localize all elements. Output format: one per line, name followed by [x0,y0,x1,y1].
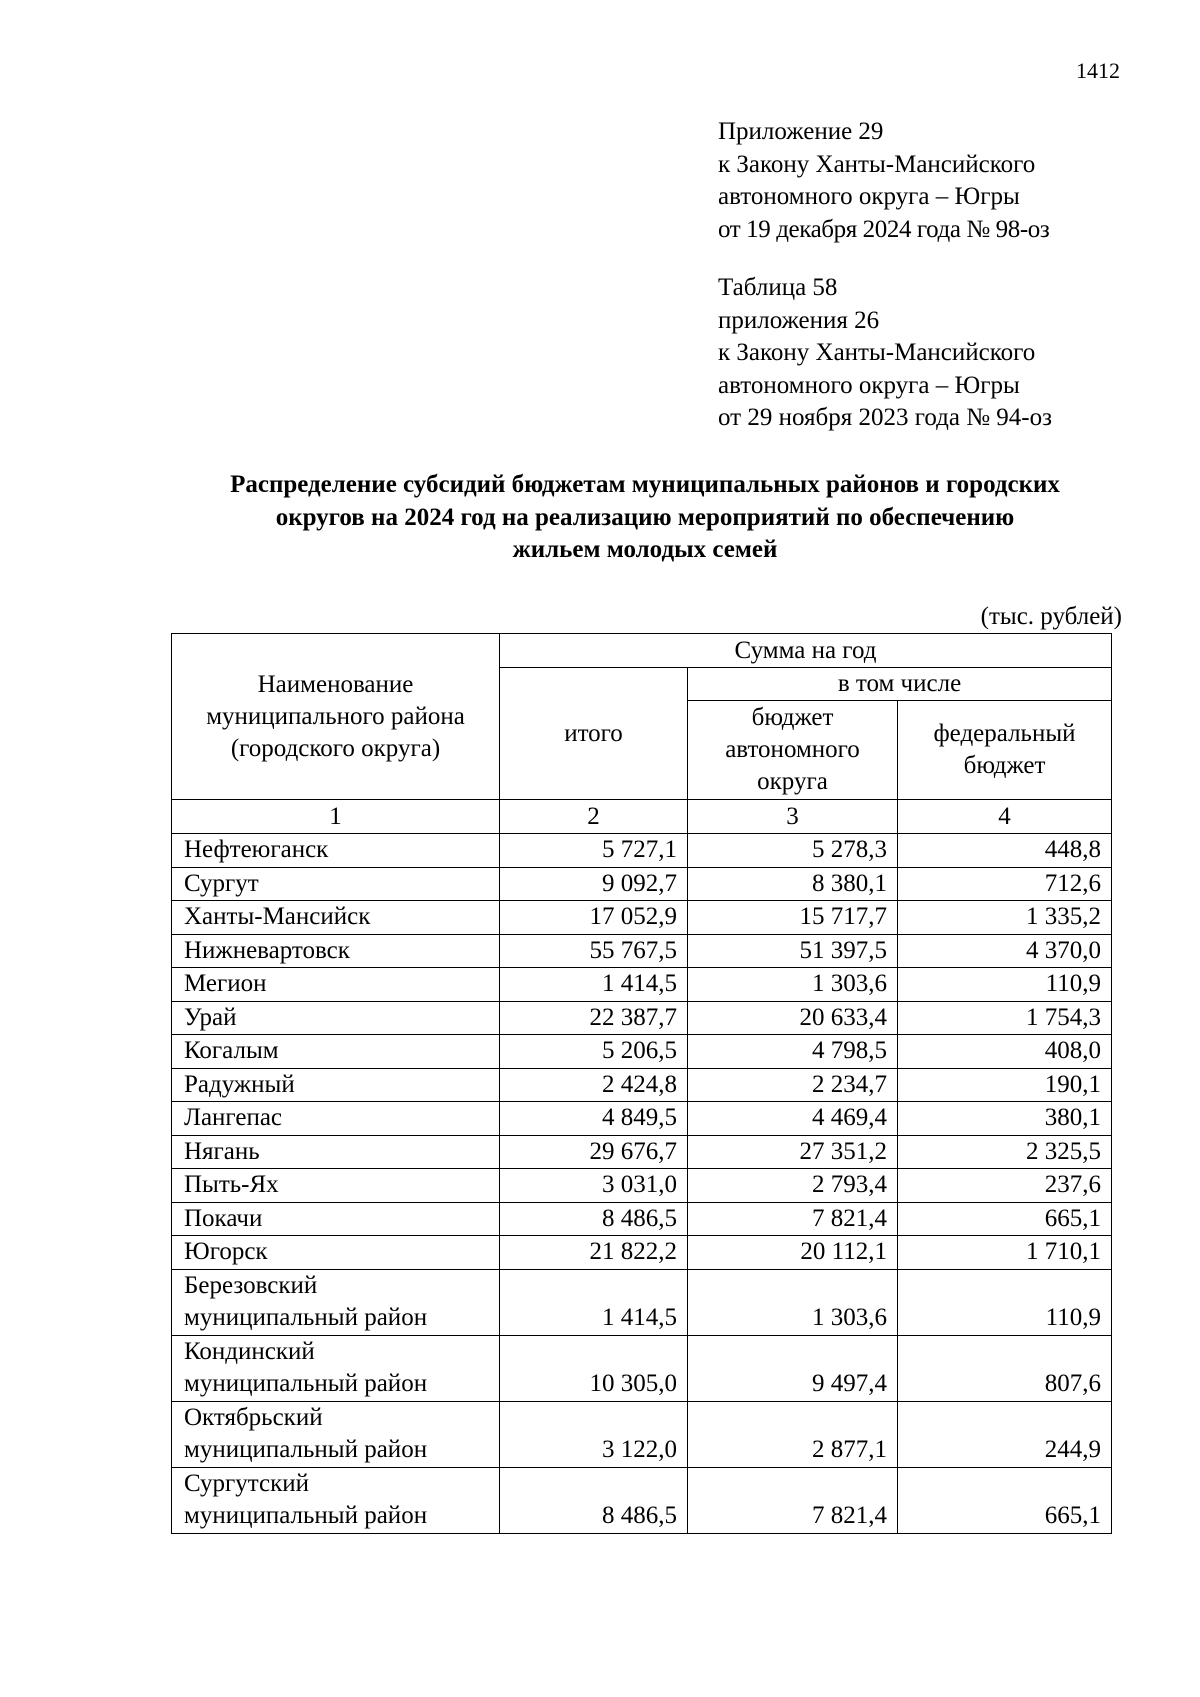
federal-budget-value: 712,6 [898,867,1112,901]
header-sum-per-year: Сумма на год [500,634,1112,668]
appendix-line: автономного округа – Югры [718,183,1020,210]
district-type-line: муниципальный район [184,1304,428,1331]
okrug-budget-value: 51 397,5 [688,934,898,968]
table-ref-line: автономного округа – Югры [718,371,1020,399]
okrug-budget-value: 7 821,4 [688,1202,898,1236]
okrug-budget-value: 20 633,4 [688,1001,898,1035]
okrug-budget-value: 27 351,2 [688,1135,898,1169]
title-line: жильем молодых семей [512,536,778,563]
total-value: 5 206,5 [500,1035,688,1069]
municipality-name: Ханты-Мансийск [172,901,500,935]
document-title [160,469,1130,567]
municipality-name [172,1401,500,1467]
okrug-budget-value: 7 821,4 [688,1467,898,1533]
header-okrug-line: округа [757,768,828,795]
municipality-name [172,1467,500,1533]
federal-budget-value: 1 754,3 [898,1001,1112,1035]
total-value: 4 849,5 [500,1102,688,1136]
municipality-name [172,1335,500,1401]
total-value: 21 822,2 [500,1236,688,1270]
total-value: 8 486,5 [500,1202,688,1236]
header-name-line: Наименование [257,670,414,698]
total-value: 2 424,8 [500,1068,688,1102]
okrug-budget-value: 9 497,4 [688,1335,898,1401]
appendix-reference [718,116,1052,435]
table-row [172,1202,1112,1236]
municipality-name: Покачи [172,1202,500,1236]
title-line: округов на 2024 год на реализацию мероприятий по обеспечению [275,503,1015,531]
district-type-line: муниципальный район [184,1502,428,1529]
table-row [172,934,1112,968]
total-value: 22 387,7 [500,1001,688,1035]
municipality-name: Радужный [172,1068,500,1102]
table-row [172,1335,1112,1401]
municipality-name: Лангепас [172,1102,500,1136]
municipality-name: Югорск [172,1236,500,1270]
okrug-budget-value: 2 793,4 [688,1169,898,1203]
district-name-line: Кондинский [184,1337,315,1365]
municipality-name: Нижневартовск [172,934,500,968]
federal-budget-value: 408,0 [898,1035,1112,1069]
appendix-line: от 19 декабря 2024 года № 98-оз [718,215,1050,243]
municipality-name: Пыть-Ях [172,1169,500,1203]
municipality-name: Урай [172,1001,500,1035]
federal-budget-value: 244,9 [898,1401,1112,1467]
column-number: 4 [898,800,1112,834]
table-row [172,968,1112,1002]
total-value: 29 676,7 [500,1135,688,1169]
federal-budget-value: 665,1 [898,1467,1112,1533]
table-row [172,901,1112,935]
header-name-line: муниципального района [206,702,465,730]
municipality-name [172,1269,500,1335]
table-row [172,1269,1112,1335]
district-name-line: Октябрьский [184,1403,323,1431]
okrug-budget-value: 15 717,7 [688,901,898,935]
header-federal-budget [898,701,1112,800]
federal-budget-value: 448,8 [898,834,1112,868]
district-type-line: муниципальный район [184,1370,428,1397]
header-federal-line: федеральный [933,720,1076,747]
table-row [172,834,1112,868]
federal-budget-value: 237,6 [898,1169,1112,1203]
table-row [172,867,1112,901]
header-including: в том числе [688,668,1112,701]
appendix-line: Приложение 29 [718,118,884,145]
total-value: 1 414,5 [500,1269,688,1335]
federal-budget-value: 110,9 [898,1269,1112,1335]
table-ref-line: к Закону Ханты-Мансийского [718,339,1036,366]
table-row [172,1169,1112,1203]
okrug-budget-value: 4 469,4 [688,1102,898,1136]
column-number: 2 [500,800,688,834]
district-name-line: Березовский [184,1271,318,1299]
municipality-name: Мегион [172,968,500,1002]
total-value: 3 031,0 [500,1169,688,1203]
okrug-budget-value: 8 380,1 [688,867,898,901]
table-row [172,1035,1112,1069]
municipality-name: Сургут [172,867,500,901]
header-name-line: (городского округа) [230,734,441,762]
column-number: 1 [172,800,500,834]
total-value: 55 767,5 [500,934,688,968]
okrug-budget-value: 4 798,5 [688,1035,898,1069]
table-ref-line: приложения 26 [718,306,880,334]
federal-budget-value: 2 325,5 [898,1135,1112,1169]
total-value: 5 727,1 [500,834,688,868]
header-name-cell [172,634,500,800]
title-line: Распределение субсидий бюджетам муниципальных районов и городских [230,471,1060,498]
column-numbers-row [172,800,1112,834]
federal-budget-value: 4 370,0 [898,934,1112,968]
federal-budget-value: 380,1 [898,1102,1112,1136]
table-row [172,1068,1112,1102]
appendix-line: к Закону Ханты-Мансийского [718,150,1036,178]
table-row [172,1401,1112,1467]
header-okrug-line: бюджет [751,704,834,731]
federal-budget-value: 665,1 [898,1202,1112,1236]
total-value: 8 486,5 [500,1467,688,1533]
municipality-name: Нягань [172,1135,500,1169]
federal-budget-value: 1 710,1 [898,1236,1112,1270]
page-number: 1412 [1076,58,1120,83]
table-ref-line: Таблица 58 [718,274,838,301]
okrug-budget-value: 2 234,7 [688,1068,898,1102]
table-ref-line: от 29 ноября 2023 года № 94-оз [718,404,1052,431]
total-value: 10 305,0 [500,1335,688,1401]
federal-budget-value: 190,1 [898,1068,1112,1102]
header-okrug-line: автономного [725,736,860,763]
column-number: 3 [688,800,898,834]
okrug-budget-value: 2 877,1 [688,1401,898,1467]
total-value: 1 414,5 [500,968,688,1002]
municipality-name: Нефтеюганск [172,834,500,868]
subsidy-table [171,633,1112,1534]
federal-budget-value: 1 335,2 [898,901,1112,935]
table-row [172,1467,1112,1533]
federal-budget-value: 807,6 [898,1335,1112,1401]
okrug-budget-value: 5 278,3 [688,834,898,868]
okrug-budget-value: 1 303,6 [688,968,898,1002]
okrug-budget-value: 1 303,6 [688,1269,898,1335]
header-total: итого [500,668,688,800]
district-type-line: муниципальный район [184,1436,428,1463]
total-value: 9 092,7 [500,867,688,901]
table-row [172,1236,1112,1270]
unit-label: (тыс. рублей) [980,603,1122,630]
header-okrug-budget [688,701,898,800]
district-name-line: Сургутский [184,1469,310,1497]
table-row [172,1001,1112,1035]
total-value: 3 122,0 [500,1401,688,1467]
municipality-name: Когалым [172,1035,500,1069]
table-row [172,1135,1112,1169]
total-value: 17 052,9 [500,901,688,935]
federal-budget-value: 110,9 [898,968,1112,1002]
table-row [172,1102,1112,1136]
header-federal-line: бюджет [963,752,1046,779]
okrug-budget-value: 20 112,1 [688,1236,898,1270]
